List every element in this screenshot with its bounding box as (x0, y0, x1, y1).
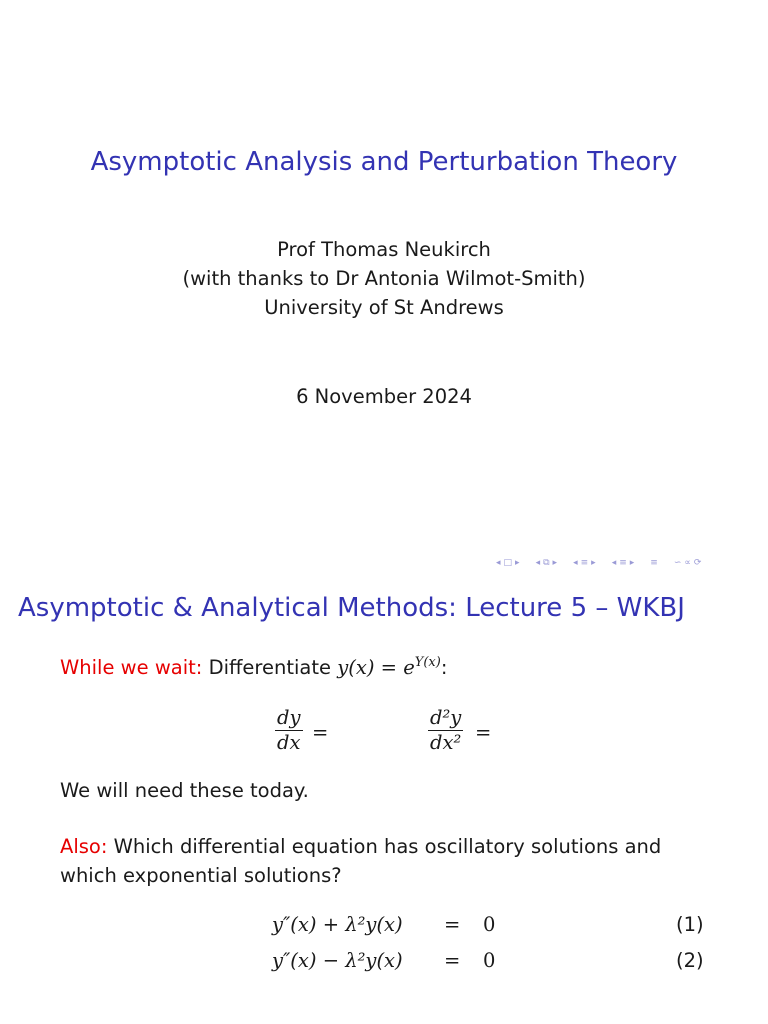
equation-lhs: y″(x) + λ²y(x) (272, 913, 403, 936)
nav-frame-icon[interactable]: □ (503, 558, 513, 568)
also-question (60, 832, 700, 890)
equation-number: (2) (676, 949, 704, 972)
nav-subsection-icon[interactable]: ⧉ (543, 558, 550, 568)
first-derivative-fraction: $\frac{dy}{dx}$ (277, 706, 301, 754)
nav-prev-subsection-icon[interactable]: ◂ (535, 558, 541, 568)
nav-section-icon[interactable]: ≡ (580, 558, 589, 568)
nav-document-icon[interactable]: ≡ (650, 558, 658, 568)
author-name: Prof Thomas Neukirch (277, 238, 491, 261)
nav-prev-part-icon[interactable]: ◂ (611, 558, 617, 568)
nav-next-part-icon[interactable]: ▸ (629, 558, 635, 568)
institution: University of St Andrews (264, 296, 504, 319)
while-we-wait-label: While we wait: (60, 656, 203, 679)
beamer-navigation-bar (496, 556, 701, 570)
nav-next-section-icon[interactable]: ▸ (591, 558, 596, 568)
need-these-text: We will need these today. (60, 779, 309, 802)
first-derivative-equals: = (312, 721, 329, 744)
nav-next-subsection-icon[interactable]: ▸ (552, 558, 558, 568)
nav-prev-frame-icon[interactable]: ◂ (496, 558, 501, 568)
author-block (0, 235, 768, 322)
presentation-title: Asymptotic Analysis and Perturbation Theory (90, 147, 678, 177)
also-label: Also: (60, 835, 108, 858)
while-we-wait-line: While we wait: Differentiate $y(x) = e^{Y(x)}$: (60, 655, 448, 679)
nav-prev-section-icon[interactable]: ◂ (573, 558, 578, 568)
presentation-date: 6 November 2024 (296, 385, 472, 408)
nav-part-icon[interactable]: ≡ (619, 558, 627, 568)
nav-back-icon[interactable]: ∝ (684, 558, 691, 568)
second-derivative-equals: = (475, 721, 492, 744)
lecture-slide (0, 576, 768, 1024)
equation-number: (1) (676, 913, 704, 936)
while-we-wait-text: Differentiate (208, 656, 332, 679)
equation-equals: = (444, 913, 461, 936)
also-text: Which differential equation has oscillatory solutions and which exponential solutions? (60, 835, 662, 887)
nav-forward-icon[interactable]: ⟳ (693, 558, 702, 568)
equation-rhs: 0 (483, 949, 496, 972)
lecture-title: Asymptotic & Analytical Methods: Lecture 5 – WKBJ (18, 593, 685, 623)
equation-equals: = (444, 949, 461, 972)
second-derivative-fraction: $\frac{\text{d²y}}{\text{dx²}}$ (430, 706, 462, 754)
acknowledgement: (with thanks to Dr Antonia Wilmot-Smith) (182, 267, 586, 290)
nav-next-frame-icon[interactable]: ▸ (515, 558, 520, 568)
nav-search-icon[interactable]: ∽ (673, 558, 682, 568)
function-expression: $y(x) = e^{Y(x)}$ (337, 655, 441, 679)
equation-rhs: 0 (483, 913, 496, 936)
equation-lhs: y″(x) − λ²y(x) (272, 949, 403, 972)
